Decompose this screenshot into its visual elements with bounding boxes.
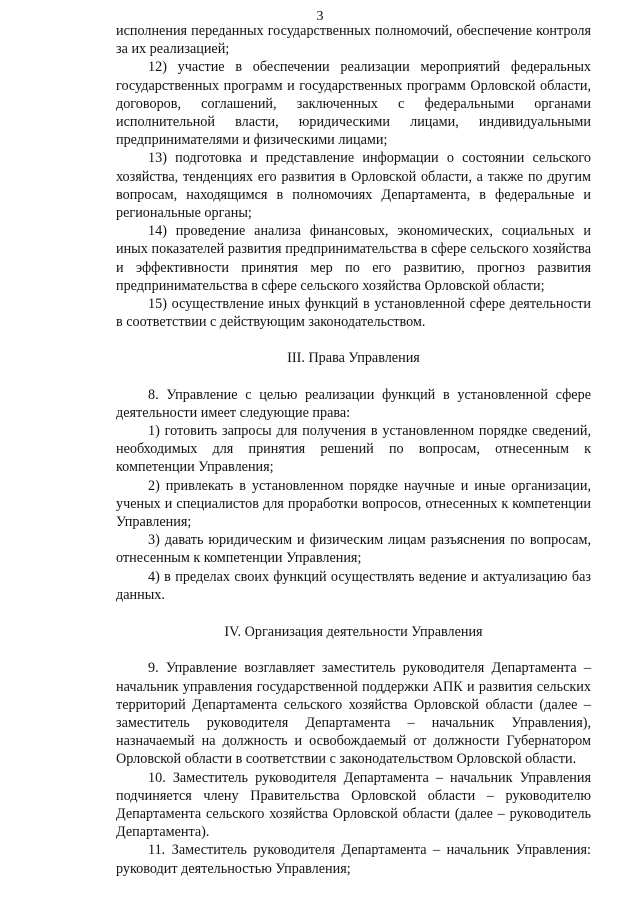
- paragraph-item-14: 14) проведение анализа финансовых, экономических, социальных и иных показателей развития предпринимательства в сфере сельского хозяйства и эффективности принятия мер по его развитию, прогноз развития предпринимательства в сфере сельского хозяйства Орловской области;: [116, 223, 591, 294]
- paragraph-clause-11: 11. Заместитель руководителя Департамента – начальник Управления: руководит деятельностью Управления;: [116, 842, 591, 877]
- page-number: 3: [316, 9, 324, 24]
- paragraph-clause-9: 9. Управление возглавляет заместитель руководителя Департамента – начальник управления государственной поддержки АПК и развития сельских территорий Департамента сельского хозяйства Орловской области (далее – заместитель руководителя Департамента – начальник Управления), назначаемый на должность и освобождаемый от должности Губернатором Орловской области в соответствии с законодательством Орловской области.: [116, 660, 591, 768]
- paragraph-clause-8: 8. Управление с целью реализации функций в установленной сфере деятельности имеет следующие права:: [116, 386, 591, 421]
- paragraph-clause-10: 10. Заместитель руководителя Департамента – начальник Управления подчиняется члену Правительства Орловской области – руководителю Департамента сельского хозяйства Орловской области (далее – руководитель Департамента).: [116, 769, 591, 841]
- paragraph-right-4: 4) в пределах своих функций осуществлять ведение и актуализацию баз данных.: [116, 568, 591, 603]
- document-body: [116, 22, 591, 878]
- paragraph-right-2: 2) привлекать в установленном порядке научные и иные организации, ученых и специалистов для проработки вопросов, отнесенных к компетенции Управления;: [116, 477, 591, 531]
- paragraph-item-12: 12) участие в обеспечении реализации мероприятий федеральных государственных программ и государственных программ Орловской области, договоров, соглашений, заключенных с федеральными органами исполнительной власти, юридическими лицами, индивидуальными предпринимателями и физическими лицами;: [116, 59, 591, 149]
- paragraph-continuation: исполнения переданных государственных полномочий, обеспечение контроля за их реализацией;: [116, 23, 591, 58]
- paragraph-item-13: 13) подготовка и представление информации о состоянии сельского хозяйства, тенденциях его развития в Орловской области, а также по другим вопросам, находящимся в полномочиях Департамента, в федеральные и региональные органы;: [116, 150, 591, 222]
- paragraph-item-15: 15) осуществление иных функций в установленной сфере деятельности в соответствии с действующим законодательством.: [116, 296, 591, 331]
- section-heading-rights: III. Права Управления: [287, 350, 420, 367]
- paragraph-right-1: 1) готовить запросы для получения в установленном порядке сведений, необходимых для принятия решений по вопросам, отнесенным к компетенции Управления;: [116, 423, 591, 476]
- paragraph-right-3: 3) давать юридическим и физическим лицам разъяснения по вопросам, отнесенным к компетенции Управления;: [116, 532, 591, 567]
- section-heading-organization: IV. Организация деятельности Управления: [224, 624, 483, 641]
